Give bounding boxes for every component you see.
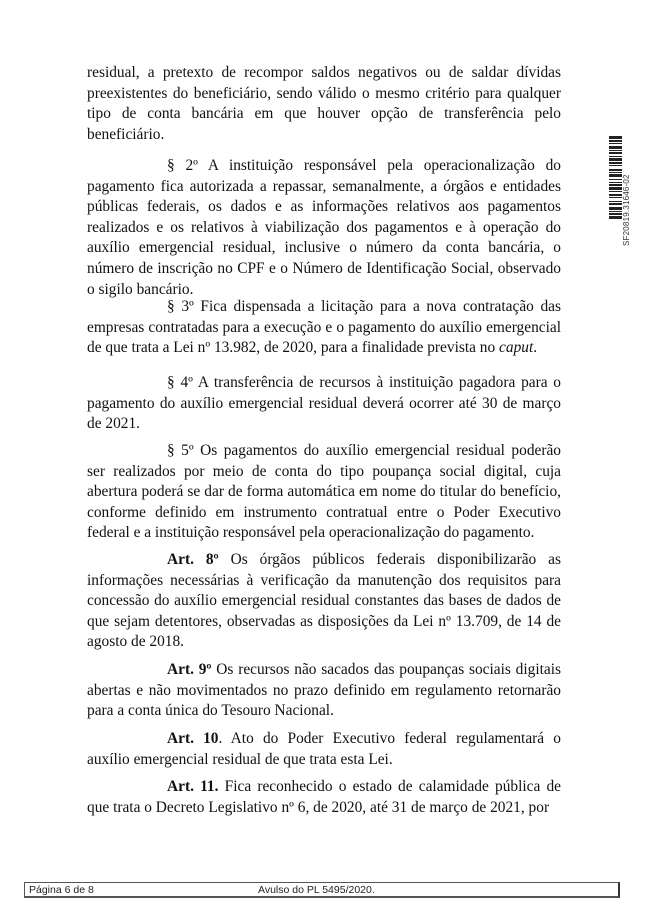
section-number: § 3º [167,298,194,315]
barcode-code: SF20819.31646-02 [622,174,631,246]
paragraph-article-10 [87,729,561,770]
paragraph-section-2 [87,156,561,300]
paragraph-article-9 [87,660,561,722]
article-number: Art. 11. [167,778,219,795]
paragraph-text: Os órgãos públicos federais disponibilizarão as informações necessárias à verificação da manutenção dos requisitos para concessão do auxílio emergencial residual constantes das bases de dados de que sejam detentores, observadas as disposições da Lei nº 13.709, de 14 de agosto de 2018. [87,551,561,651]
paragraph-section-5 [87,441,561,544]
article-number: Art. 10 [167,730,219,747]
paragraph-continuation [87,63,561,145]
paragraph-section-3 [87,297,561,359]
page-footer [24,882,620,898]
paragraph-text: A instituição responsável pela operacionalização do pagamento fica autorizada a repassar, semanalmente, a órgãos e entidades públicas federais, os dados e as informações relativos aos pagamentos realizados e os relativos à viabilização dos pagamentos e à operação do auxílio emergencial residual, inclusive o número da conta bancária, o número de inscrição no CPF e o Número de Identificação Social, observado o sigilo bancário. [87,157,561,298]
paragraph-text: Os pagamentos do auxílio emergencial residual poderão ser realizados por meio de conta do tipo poupança social digital, cuja abertura poderá se dar de forma automática em nome do titular do benefício, conforme definido em instrumento contratual entre o Poder Executivo federal e a instituição responsável pela operacionalização do pagamento. [87,442,562,542]
section-number: § 4º [167,374,193,391]
paragraph-text: Fica reconhecido o estado de calamidade pública de que trata o Decreto Legislativo nº 6, de 2020, até 31 de março de 2021, por [87,778,561,816]
document-label: Avulso do PL 5495/2020. [258,884,375,896]
section-number: § 2º [167,157,198,174]
section-number: § 5º [167,442,194,459]
paragraph-end: . [533,339,538,357]
article-number: Art. 9º [167,661,212,678]
paragraph-text: Fica dispensada a licitação para a nova contratação das empresas contratadas para a execução e o pagamento do auxílio emergencial de que trata a Lei nº 13.982, de 2020, para a finalidade prevista no [87,298,561,357]
paragraph-text: Os recursos não sacados das poupanças sociais digitais abertas e não movimentados no prazo definido em regulamento retornarão para a conta única do Tesouro Nacional. [87,661,562,720]
barcode-bar [609,219,622,221]
paragraph-text: A transferência de recursos à instituição pagadora para o pagamento do auxílio emergencial residual deverá ocorrer até 30 de março de 2021. [87,374,562,433]
italic-term: caput [499,339,534,357]
paragraph-text: . Ato do Poder Executivo federal regulamentará o auxílio emergencial residual de que trata esta Lei. [87,730,561,768]
paragraph-article-11 [87,777,561,818]
paragraph-section-4 [87,373,561,435]
page-number-label: Página 6 de 8 [29,884,94,896]
paragraph-article-8 [87,550,561,653]
article-number: Art. 8º [167,551,219,568]
paragraph-text: residual, a pretexto de recompor saldos negativos ou de saldar dívidas preexistentes do beneficiário, sendo válido o mesmo critério para qualquer tipo de conta bancária em que houver opção de transferência pelo beneficiário. [87,64,561,143]
barcode [609,136,622,286]
